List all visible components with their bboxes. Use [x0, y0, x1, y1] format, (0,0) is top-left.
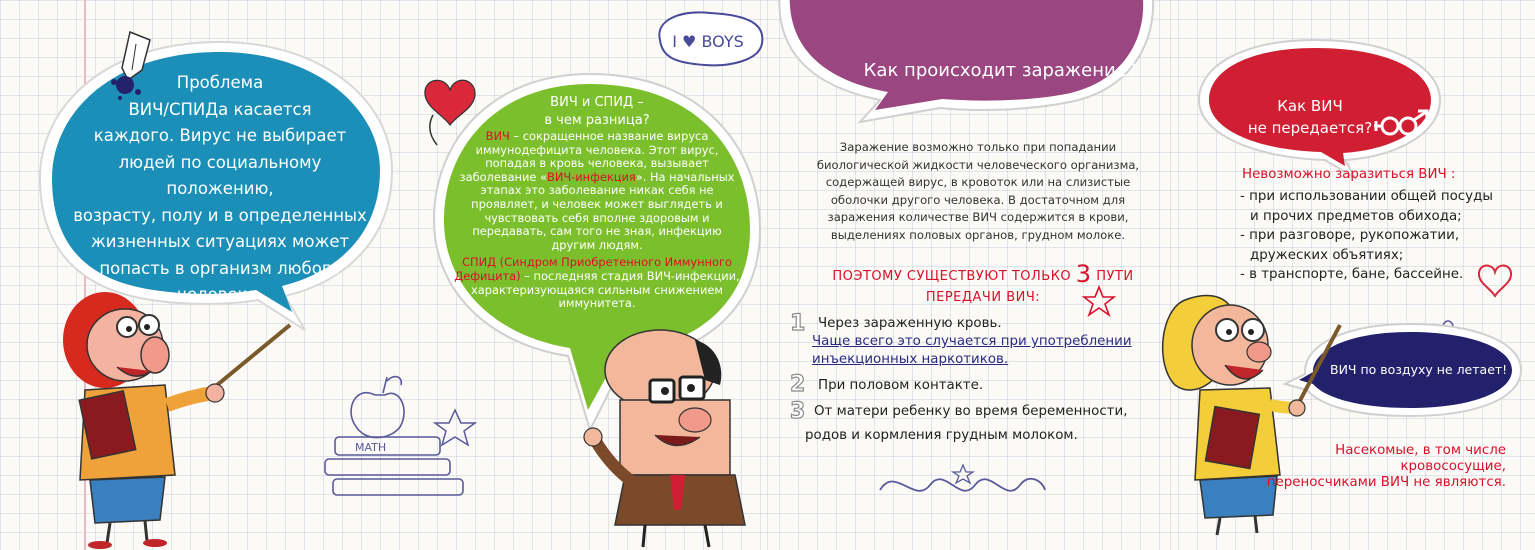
impossible-item: и прочих предметов обихода;	[1250, 208, 1462, 224]
swirl-ornament-doodle	[875, 460, 1050, 510]
impossible-item: дружеских объятиях;	[1250, 247, 1404, 263]
insects-line: Насекомые, в том числе	[1335, 443, 1506, 458]
way-number-1: 1	[790, 311, 806, 336]
panel1-line: человека.	[177, 285, 263, 304]
gender-symbols-icon	[1372, 108, 1432, 144]
ways-intro-b: ПУТИ	[1091, 269, 1134, 284]
panel2-title-line2: в чем разница?	[544, 112, 650, 128]
impossible-item: - в транспорте, бане, бассейне.	[1240, 267, 1464, 282]
panel1-line: Проблема	[176, 73, 264, 92]
panel3-paragraph: Заражение возможно только при попадании биологической жидкости человеческого организма, содержащей вирус, в кровоток или на слизистые оболочки другого человека. В достаточном для заражения количестве ВИЧ содержится в крови, выделениях половых органов, грудном молоке.	[816, 140, 1140, 242]
panel1-line: попасть в организм любого	[99, 258, 341, 278]
panel1-line: каждого. Вирус не выбирает	[93, 126, 347, 145]
heart-doodle-right	[1475, 260, 1515, 300]
panel3-title: Как происходит заражение?	[863, 60, 1137, 81]
star-doodle-red	[1082, 285, 1116, 317]
panel1-line: возрасту, полу и в определенных	[73, 205, 367, 225]
panel2-text	[452, 95, 742, 311]
air-note: ВИЧ по воздуху не летает!	[1330, 362, 1508, 377]
ink-pen-icon	[100, 30, 170, 110]
impossible-item: - при разговоре, рукопожатии,	[1240, 228, 1460, 243]
panel1-line: людей по социальному положению,	[118, 152, 322, 198]
insects-line: переносчиками ВИЧ не являются.	[1266, 475, 1506, 490]
aids-term: СПИД (Синдром Приобретенного Иммунного Дефицита)	[454, 255, 732, 283]
panel4-title-line1: Как ВИЧ	[1277, 97, 1343, 115]
hiv-definition	[452, 130, 742, 252]
blonde-teacher-illustration	[1155, 290, 1345, 540]
hiv-infection-term: ВИЧ-инфекция	[547, 169, 636, 184]
way-2-text: При половом контакте.	[818, 378, 984, 393]
male-teacher-illustration	[575, 325, 775, 550]
way-1-text: Через зараженную кровь.	[818, 316, 1002, 331]
panel2-title-line1: ВИЧ и СПИД –	[550, 95, 644, 110]
hiv-def-part2: ». На начальных этапах это заболевание никак себя не проявляет, и человек может выглядеть и чувствовать себя вполне здоровым и передавать, сам того не зная, инфекцию другим людям.	[471, 169, 735, 252]
impossible-list	[1240, 187, 1493, 285]
ways-intro	[808, 260, 1158, 288]
aids-def: – последняя стадия ВИЧ-инфекции, характеризующаяся сильным снижением иммунитета.	[471, 268, 740, 311]
way-number-3: 3	[790, 399, 806, 424]
way-1-note-1: Чаще всего это случается при употреблении	[812, 334, 1132, 349]
ways-intro-c: ПЕРЕДАЧИ ВИЧ:	[925, 290, 1041, 305]
way-3-text-line2: родов и кормления грудным молоком.	[805, 428, 1078, 443]
way-3-text-line1: От матери ребенку во время беременности,	[814, 404, 1128, 419]
way-1-note-line2	[812, 349, 1008, 370]
ways-intro-a: ПОЭТОМУ СУЩЕСТВУЮТ ТОЛЬКО	[832, 269, 1076, 284]
way-1-note-2: инъекционных наркотиков.	[812, 352, 1009, 367]
aids-definition	[452, 256, 742, 310]
hiv-term: ВИЧ	[485, 129, 510, 143]
insects-note	[1260, 443, 1506, 491]
insects-line: кровососущие,	[1400, 459, 1506, 474]
doodle-text: I ♥ BOYS	[672, 32, 744, 51]
female-teacher-illustration	[55, 285, 305, 550]
ways-count: 3	[1075, 260, 1092, 288]
panel1-line: ВИЧ/СПИДа касается	[128, 99, 312, 119]
panel1-line: жизненных ситуациях может	[90, 232, 350, 251]
impossible-header: Невозможно заразиться ВИЧ :	[1242, 167, 1456, 182]
impossible-item: - при использовании общей посуды	[1240, 189, 1493, 204]
book-label: MATH	[355, 441, 387, 454]
panel4-title-line2: не передается?	[1247, 119, 1373, 137]
way-number-2: 2	[790, 372, 806, 397]
apple-books-doodle	[315, 355, 480, 505]
hiv-def-part1: – сокращенное название вируса иммунодефицита человека. Этот вирус, попадая в кровь человека, вызывает заболевание «	[459, 129, 719, 184]
